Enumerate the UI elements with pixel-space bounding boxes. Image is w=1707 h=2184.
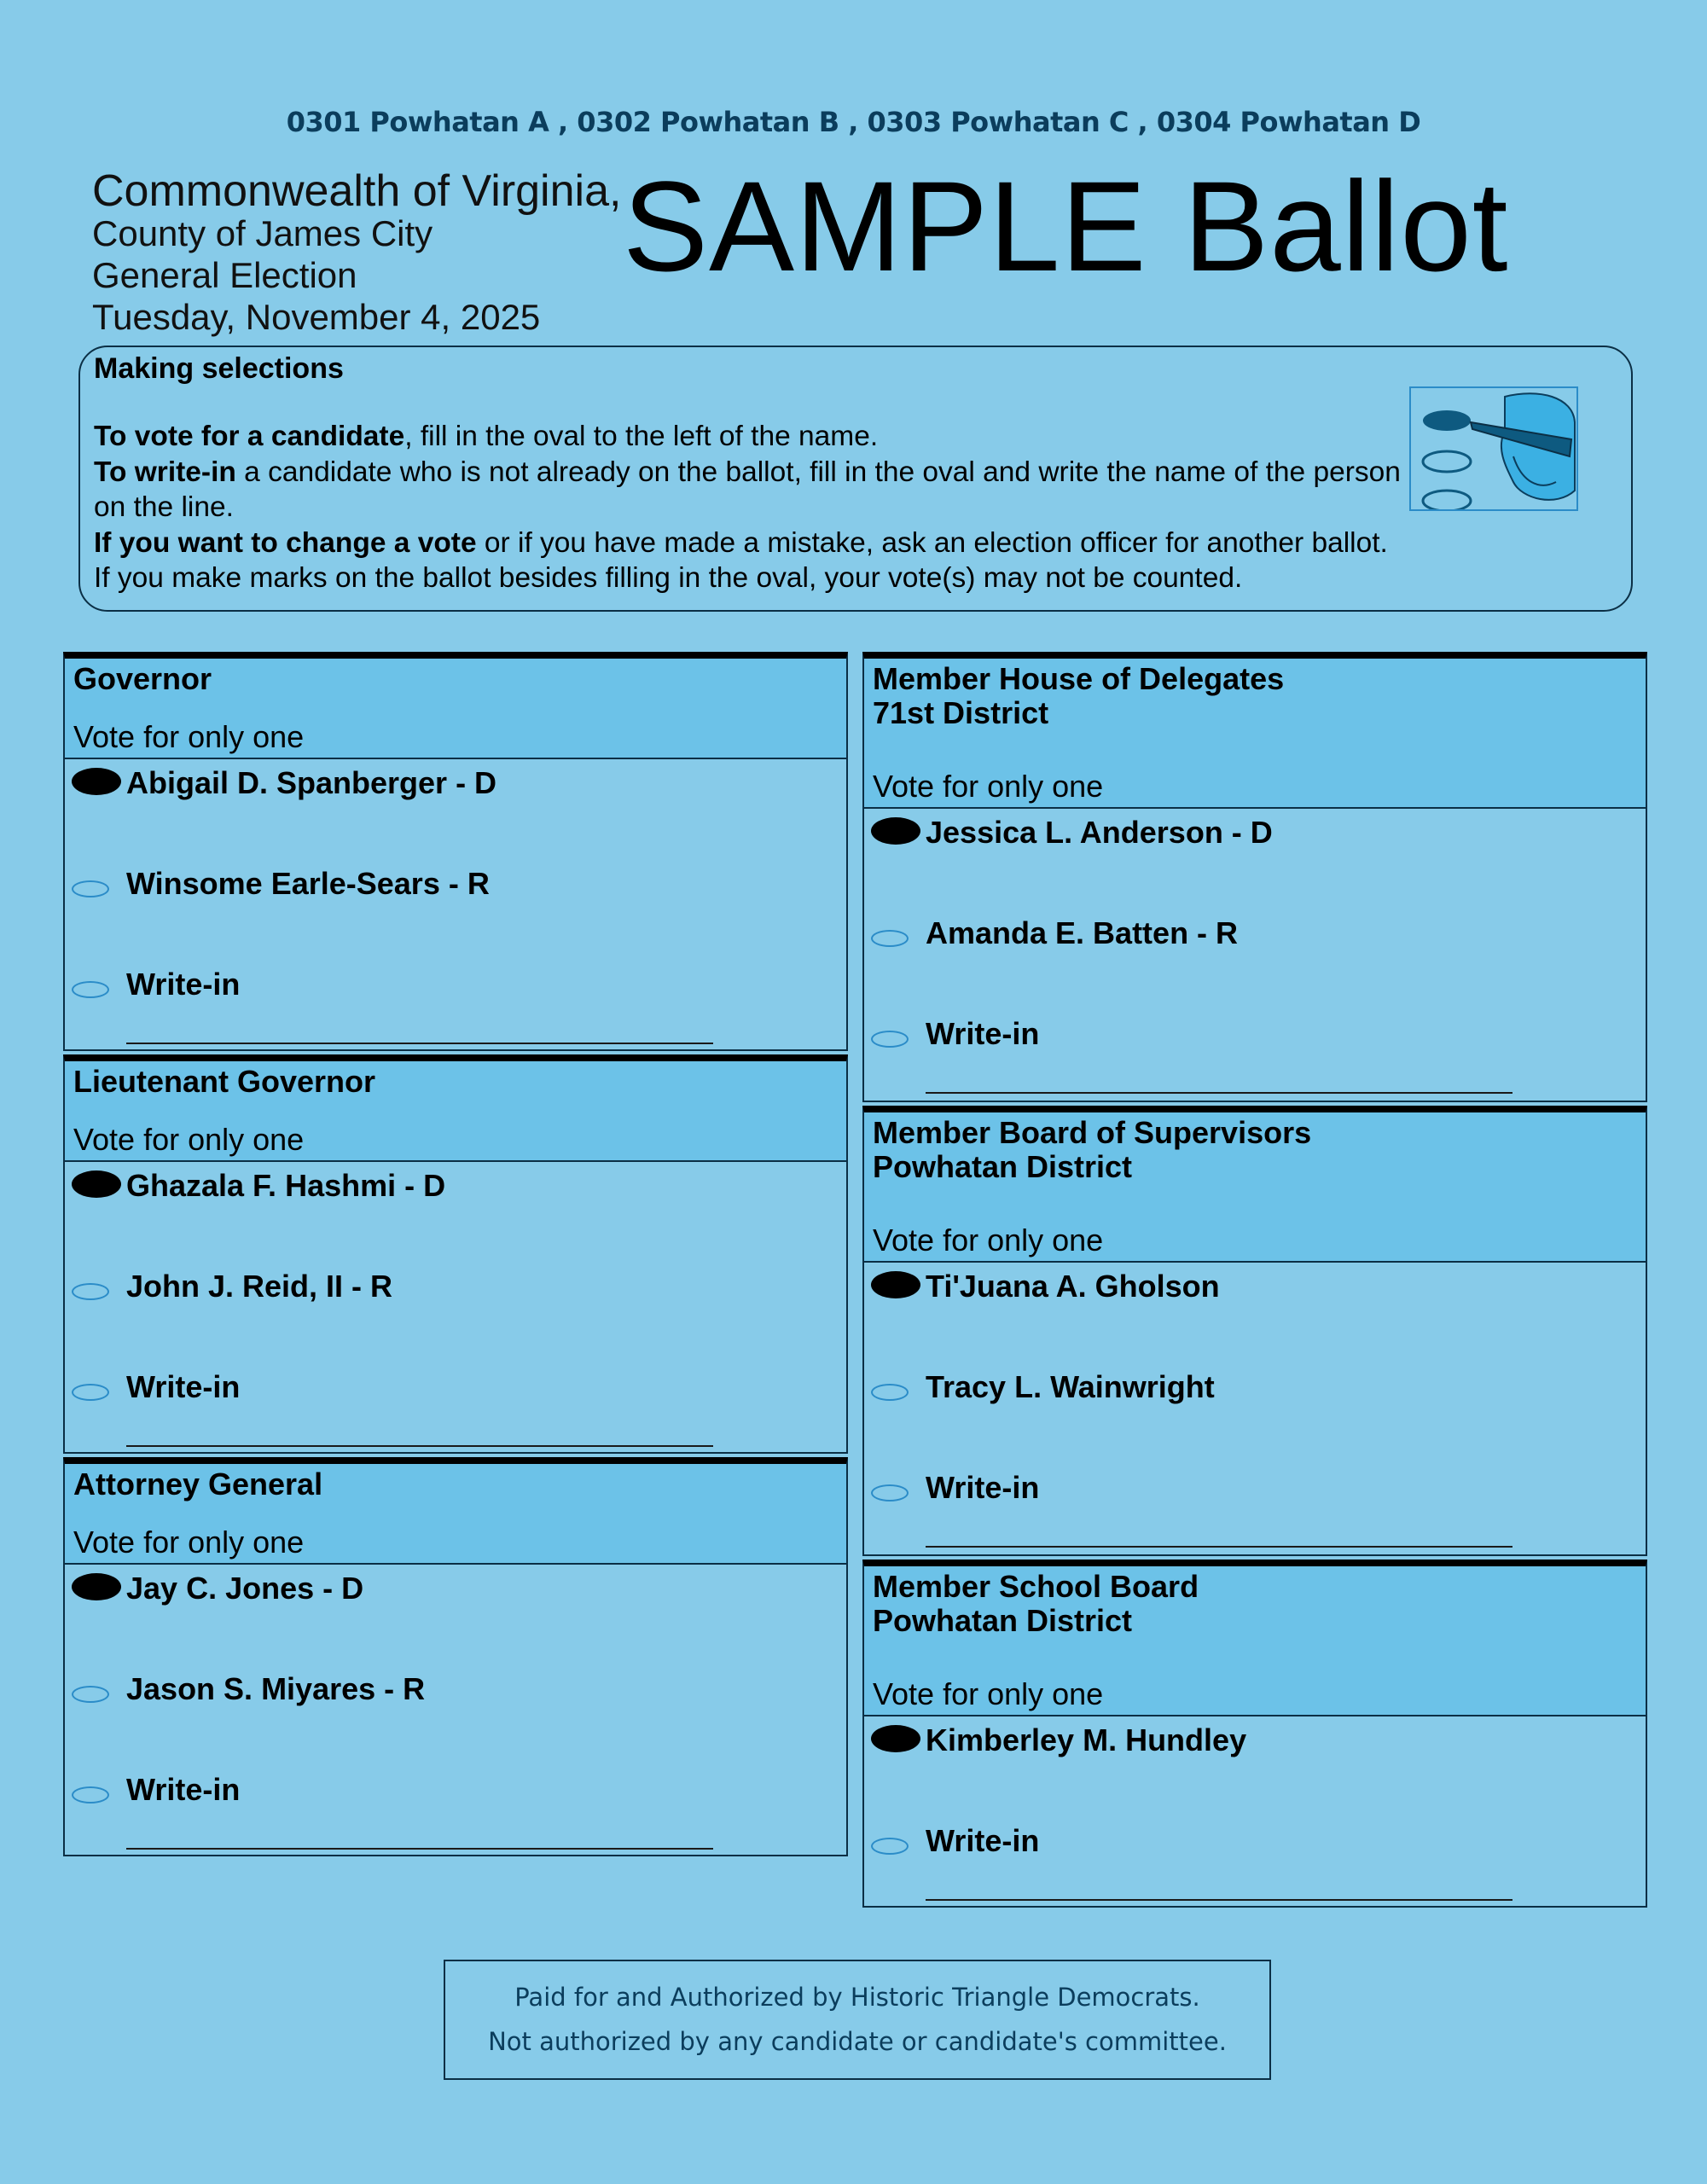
candidate-name: Ti'Juana A. Gholson xyxy=(926,1269,1220,1304)
contest-header xyxy=(864,659,1646,809)
candidate-name: Kimberley M. Hundley xyxy=(926,1722,1247,1757)
candidate-name: Tracy L. Wainwright xyxy=(926,1369,1215,1404)
option-row[interactable] xyxy=(65,1665,846,1716)
selection-oval[interactable] xyxy=(871,1838,909,1855)
option-row[interactable] xyxy=(65,1565,846,1616)
instruction-line-2 xyxy=(94,455,1425,526)
marking-example-icon xyxy=(1409,386,1578,511)
option-row[interactable] xyxy=(864,1464,1646,1515)
instruction-line-4: If you make marks on the ballot besides filling in the oval, your vote(s) may not be counted. xyxy=(94,562,1243,594)
option-row[interactable] xyxy=(65,1263,846,1314)
instructions-title: Making selections xyxy=(94,352,344,385)
candidate-name: Jessica L. Anderson - D xyxy=(926,815,1273,850)
selection-oval[interactable] xyxy=(871,1271,920,1298)
selection-oval[interactable] xyxy=(871,817,920,845)
selection-oval[interactable] xyxy=(72,1786,109,1804)
write-in-line[interactable] xyxy=(926,1899,1512,1901)
write-in-line[interactable] xyxy=(126,1848,713,1850)
commonwealth-label: Commonwealth of Virginia, xyxy=(92,166,622,216)
contest-board-of-supervisors xyxy=(862,1106,1647,1556)
instruction-1-bold: To vote for a candidate xyxy=(94,421,405,452)
selection-oval[interactable] xyxy=(72,981,109,998)
ballot-header xyxy=(92,166,622,338)
write-in-line[interactable] xyxy=(926,1092,1512,1094)
contest-governor xyxy=(63,652,848,1051)
candidate-name: Jay C. Jones - D xyxy=(126,1571,364,1606)
candidate-name: Ghazala F. Hashmi - D xyxy=(126,1168,446,1203)
selection-oval[interactable] xyxy=(72,880,109,897)
selection-oval[interactable] xyxy=(871,1484,909,1502)
option-row[interactable] xyxy=(65,961,846,1012)
instruction-2-bold: To write-in xyxy=(94,456,236,488)
candidate-name: Abigail D. Spanberger - D xyxy=(126,765,497,800)
selection-oval[interactable] xyxy=(72,1170,121,1198)
option-row[interactable] xyxy=(864,1010,1646,1061)
option-row[interactable] xyxy=(864,1716,1646,1768)
vote-for-label: Vote for only one xyxy=(873,1676,1104,1711)
selection-oval[interactable] xyxy=(871,1725,920,1752)
instructions-text xyxy=(94,419,1561,596)
vote-for-label: Vote for only one xyxy=(873,769,1104,804)
option-row[interactable] xyxy=(65,759,846,810)
selection-oval[interactable] xyxy=(72,768,121,795)
write-in-label: Write-in xyxy=(926,1470,1040,1505)
instruction-line-1 xyxy=(94,419,1561,455)
candidate-name: Winsome Earle-Sears - R xyxy=(126,866,490,901)
vote-for-label: Vote for only one xyxy=(873,1223,1104,1258)
instructions-box xyxy=(78,346,1633,612)
option-row[interactable] xyxy=(864,1817,1646,1868)
option-row[interactable] xyxy=(864,809,1646,860)
option-row[interactable] xyxy=(65,1363,846,1414)
instruction-line-3 xyxy=(94,526,1561,561)
write-in-line[interactable] xyxy=(126,1445,713,1447)
option-row[interactable] xyxy=(864,1263,1646,1314)
election-date: Tuesday, November 4, 2025 xyxy=(92,297,541,337)
selection-oval[interactable] xyxy=(72,1686,109,1703)
contest-header xyxy=(65,1061,846,1162)
selection-oval[interactable] xyxy=(871,1384,909,1401)
selection-oval[interactable] xyxy=(72,1283,109,1300)
county-label: County of James City xyxy=(92,213,433,253)
contest-title: Member House of Delegates 71st District xyxy=(873,661,1285,730)
contest-title: Member Board of Supervisors Powhatan District xyxy=(873,1115,1312,1184)
selection-oval[interactable] xyxy=(871,930,909,947)
contest-title: Governor xyxy=(73,661,212,696)
election-label: General Election xyxy=(92,255,357,295)
option-row[interactable] xyxy=(65,1766,846,1817)
contest-header xyxy=(65,659,846,759)
write-in-line[interactable] xyxy=(926,1546,1512,1548)
write-in-label: Write-in xyxy=(926,1823,1040,1858)
contest-school-board xyxy=(862,1560,1647,1908)
write-in-label: Write-in xyxy=(926,1016,1040,1051)
vote-for-label: Vote for only one xyxy=(73,1525,305,1560)
contest-header xyxy=(864,1566,1646,1716)
precinct-list: 0301 Powhatan A , 0302 Powhatan B , 0303 Powhatan C , 0304 Powhatan D xyxy=(286,106,1421,138)
contest-header xyxy=(864,1112,1646,1263)
instruction-2-text: a candidate who is not already on the ballot, fill in the oval and write the name of the person on the line. xyxy=(94,456,1401,523)
vote-for-label: Vote for only one xyxy=(73,719,305,754)
candidate-name: Amanda E. Batten - R xyxy=(926,915,1239,950)
disclaimer-line-1: Paid for and Authorized by Historic Triangle Democrats. xyxy=(514,1983,1200,2012)
disclaimer-line-2: Not authorized by any candidate or candidate's committee. xyxy=(488,2027,1227,2056)
disclaimer-box xyxy=(444,1960,1271,2080)
write-in-label: Write-in xyxy=(126,1772,241,1807)
vote-for-label: Vote for only one xyxy=(73,1122,305,1157)
contest-header xyxy=(65,1464,846,1565)
instruction-3-bold: If you want to change a vote xyxy=(94,526,477,559)
page-title: SAMPLE Ballot xyxy=(623,154,1509,298)
write-in-label: Write-in xyxy=(126,1369,241,1404)
contest-title: Lieutenant Governor xyxy=(73,1064,376,1099)
contest-attorney-general xyxy=(63,1457,848,1856)
instruction-3-text: or if you have made a mistake, ask an election officer for another ballot. xyxy=(476,526,1388,559)
candidate-name: John J. Reid, II - R xyxy=(126,1269,393,1304)
option-row[interactable] xyxy=(65,860,846,911)
write-in-line[interactable] xyxy=(126,1043,713,1044)
option-row[interactable] xyxy=(864,909,1646,961)
instruction-1-text: , fill in the oval to the left of the name. xyxy=(404,421,879,452)
contest-lieutenant-governor xyxy=(63,1054,848,1454)
contest-house-of-delegates xyxy=(862,652,1647,1102)
write-in-label: Write-in xyxy=(126,967,241,1002)
selection-oval[interactable] xyxy=(72,1573,121,1600)
contest-title: Member School Board Powhatan District xyxy=(873,1569,1199,1638)
selection-oval[interactable] xyxy=(72,1384,109,1401)
option-row[interactable] xyxy=(65,1162,846,1213)
selection-oval[interactable] xyxy=(871,1031,909,1048)
option-row[interactable] xyxy=(864,1363,1646,1414)
contest-title: Attorney General xyxy=(73,1467,323,1502)
candidate-name: Jason S. Miyares - R xyxy=(126,1671,426,1706)
